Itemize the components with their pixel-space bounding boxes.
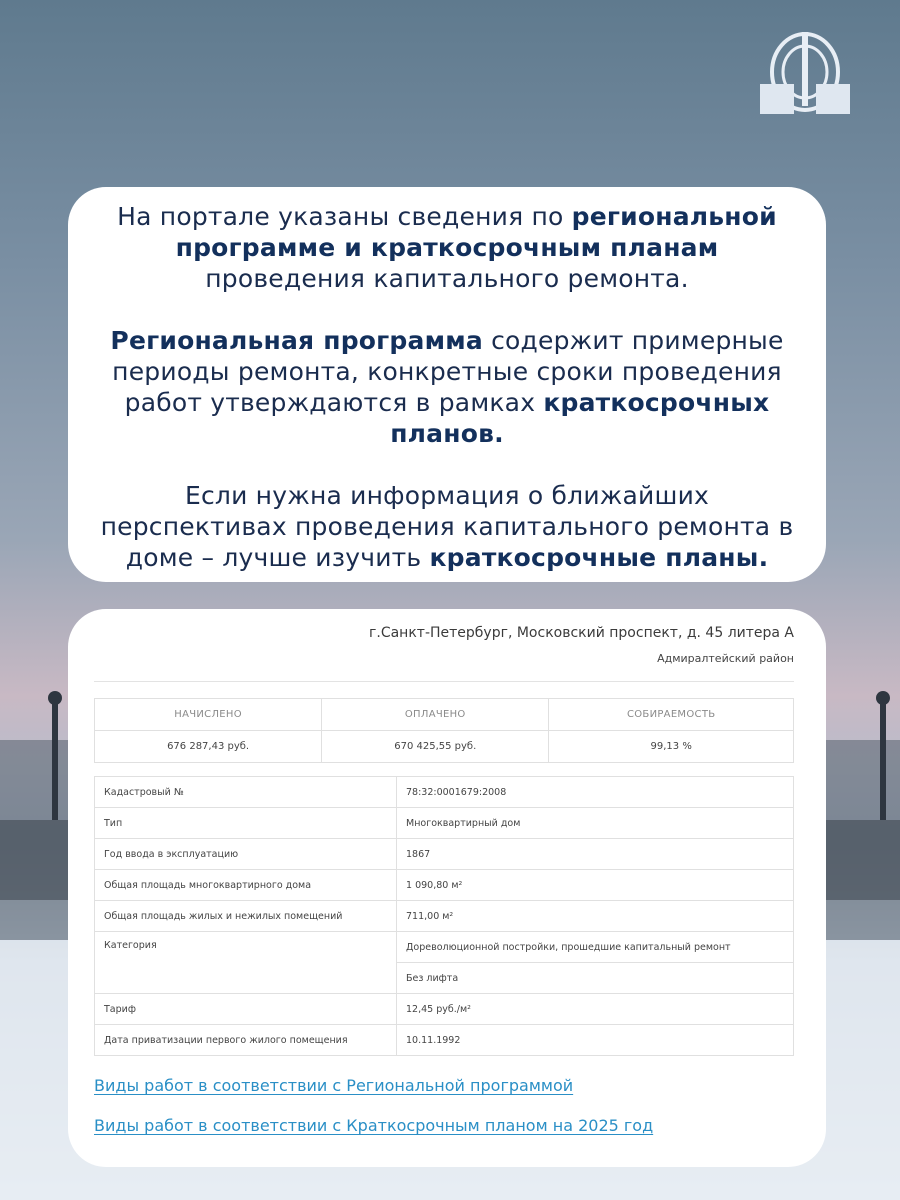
table-row: Общая площадь жилых и нежилых помещений 711,00 м² [95, 901, 794, 932]
city-emblem-icon [758, 28, 852, 116]
table-row: Год ввода в эксплуатацию 1867 [95, 839, 794, 870]
stats-header: НАЧИСЛЕНО [95, 699, 322, 731]
payment-stats-table [94, 698, 794, 763]
table-row: Дата приватизации первого жилого помещения 10.11.1992 [95, 1025, 794, 1056]
table-row: Кадастровый № 78:32:0001679:2008 [95, 777, 794, 808]
stats-value: 99,13 % [549, 731, 794, 763]
table-row: Тариф 12,45 руб./м² [95, 994, 794, 1025]
house-district: Адмиралтейский район [657, 652, 794, 665]
stats-header: СОБИРАЕМОСТЬ [549, 699, 794, 731]
intro-paragraph-3: Если нужна информация о ближайших перспективах проведения капитального ремонта в доме – лучше изучить краткосрочные планы. [100, 481, 794, 572]
stats-value: 676 287,43 руб. [95, 731, 322, 763]
intro-card [68, 187, 826, 582]
regional-program-link[interactable]: Виды работ в соответствии с Региональной программой [94, 1076, 574, 1095]
house-details-table [94, 776, 794, 1056]
table-row: Категория Дореволюционной постройки, прошедшие капитальный ремонт [95, 932, 794, 963]
table-row: Без лифта [95, 963, 794, 994]
house-address: г.Санкт-Петербург, Московский проспект, д. 45 литера А [369, 625, 794, 641]
house-info-card [68, 609, 826, 1167]
intro-paragraph-2: Региональная программа содержит примерные периоды ремонта, конкретные сроки проведения работ утверждаются в рамках краткосрочных планов. [110, 326, 784, 448]
stats-value: 670 425,55 руб. [322, 731, 549, 763]
divider [94, 681, 794, 682]
short-term-plan-link[interactable]: Виды работ в соответствии с Краткосрочным планом на 2025 год [94, 1116, 654, 1135]
intro-paragraph-1: На портале указаны сведения по региональной программе и краткосрочным планам проведения капитального ремонта. [117, 202, 777, 293]
stats-header: ОПЛАЧЕНО [322, 699, 549, 731]
table-row: Тип Многоквартирный дом [95, 808, 794, 839]
table-row: Общая площадь многоквартирного дома 1 090,80 м² [95, 870, 794, 901]
